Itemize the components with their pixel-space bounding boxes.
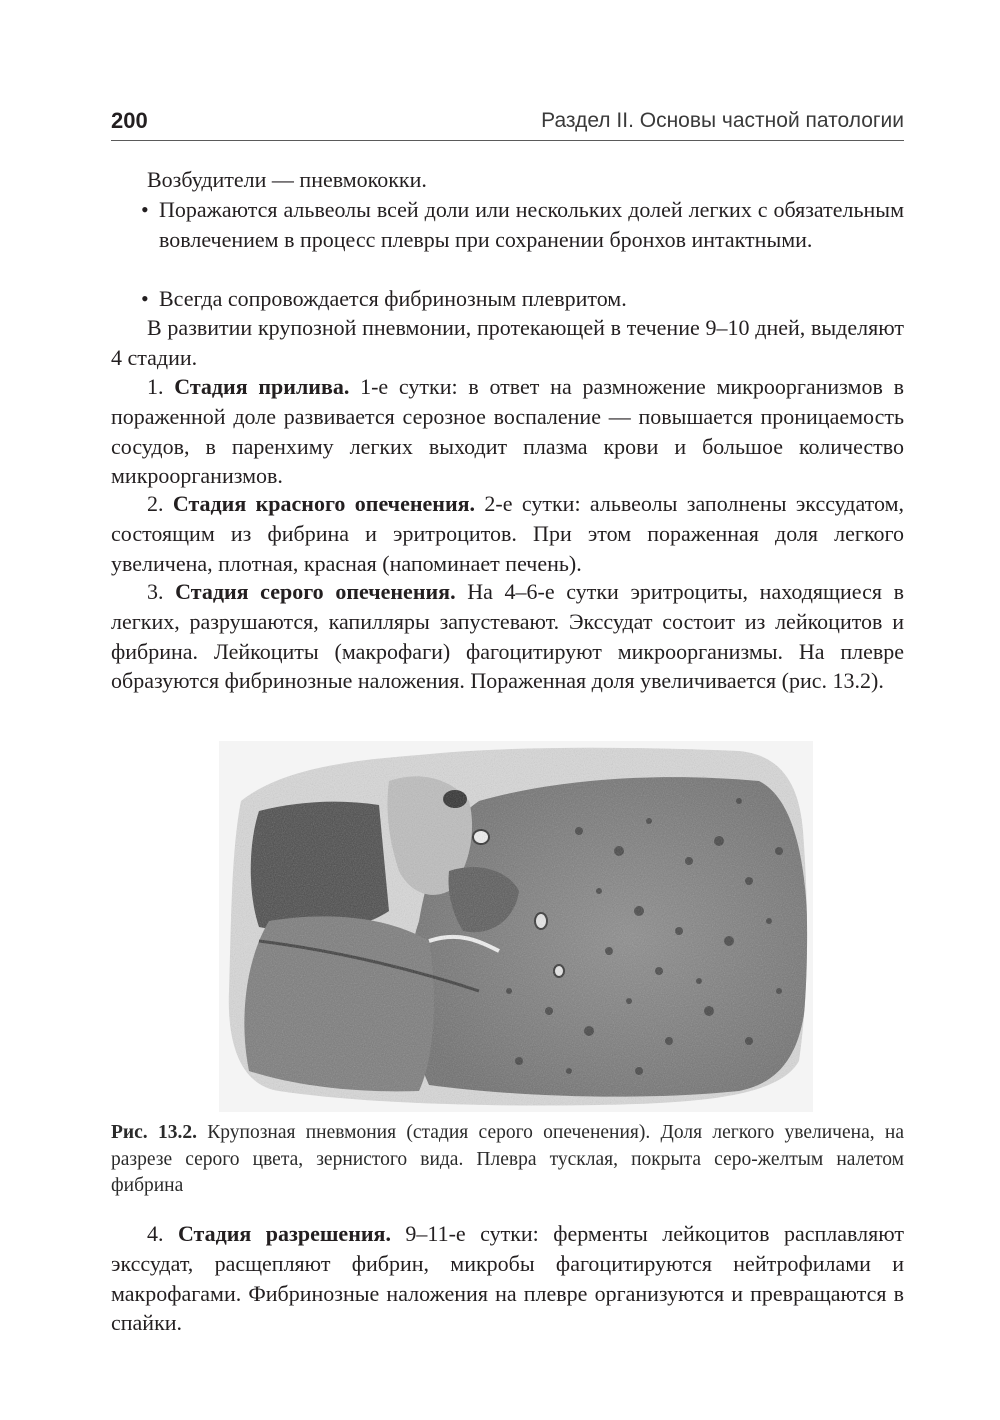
stage-text: 1-е сутки: в ответ на размножение микроорганизмов в пораженной доле развивается серозное воспаление — повышается проницаемость сосудов, в паренхиму легких выходит плазма крови и большое количество микроорганизмов. (111, 374, 904, 489)
stage-2-paragraph (111, 489, 904, 578)
stage-number: 2. (147, 491, 173, 516)
bullet-item (111, 195, 904, 255)
stage-3-paragraph (111, 577, 904, 696)
stage-number: 1. (147, 374, 175, 399)
page-number: 200 (111, 108, 148, 133)
bullet-mark: • (141, 286, 149, 311)
stage-4-paragraph (111, 1219, 904, 1338)
bullet-mark: • (141, 197, 149, 222)
stage-title: Стадия разрешения. (177, 1221, 391, 1246)
caption-label: Рис. 13.2. (111, 1122, 197, 1143)
caption-text: Крупозная пневмония (стадия серого опеченения). Доля легкого увеличена, на разрезе серого цвета, зернистого вида. Плевра тусклая, покрыта серо-желтым налетом фибрина (111, 1122, 904, 1196)
stage-text: На 4–6-е сутки эритроциты, находящиеся в легких, разрушаются, капилляры запустевают. Экссудат состоит из лейкоцитов и фибрина. Лейкоциты (макрофаги) фагоцитируют микроорганизмы. На плевре образуются фибринозные наложения. Пораженная доля увеличивается (рис. 13.2). (111, 579, 904, 694)
stage-text: 9–11-е сутки: ферменты лейкоцитов расплавляют экссудат, расщепляют фибрин, микробы фагоцитируются нейтрофилами и макрофагами. Фибринозные наложения на плевре организуются и превращаются в спайки. (111, 1221, 905, 1336)
lung-specimen-illustration (219, 741, 813, 1112)
bullet-text: Поражаются альвеолы всей доли или нескольких долей легких с обязательным вовлечением в процесс плевры при сохранении бронхов интактными. (159, 197, 904, 252)
figure-caption (111, 1120, 904, 1200)
bullet-text: Всегда сопровождается фибринозным плевритом. (159, 286, 627, 311)
stage-number: 4. (147, 1221, 178, 1246)
stage-1-paragraph (111, 372, 904, 491)
stage-title: Стадия прилива. (174, 374, 350, 399)
bullet-item (111, 284, 904, 314)
intro-paragraph: В развитии крупозной пневмонии, протекающей в течение 9–10 дней, выделяют 4 стадии. (111, 315, 904, 370)
running-head: Раздел II. Основы частной патологии (541, 109, 904, 132)
lung-specimen-photo (219, 741, 813, 1112)
stage-number: 3. (147, 579, 176, 604)
pathogens-paragraph: Возбудители — пневмококки. (147, 167, 427, 192)
page-header (111, 104, 904, 141)
stage-title: Стадия серого опеченения. (175, 579, 456, 604)
stage-text: 2-е сутки: альвеолы заполнены экссудатом, состоящим из фибрина и эритроцитов. При этом пораженная доля легкого увеличена, плотная, красная (напоминает печень). (111, 491, 905, 576)
stage-title: Стадия красного опеченения. (172, 491, 476, 516)
